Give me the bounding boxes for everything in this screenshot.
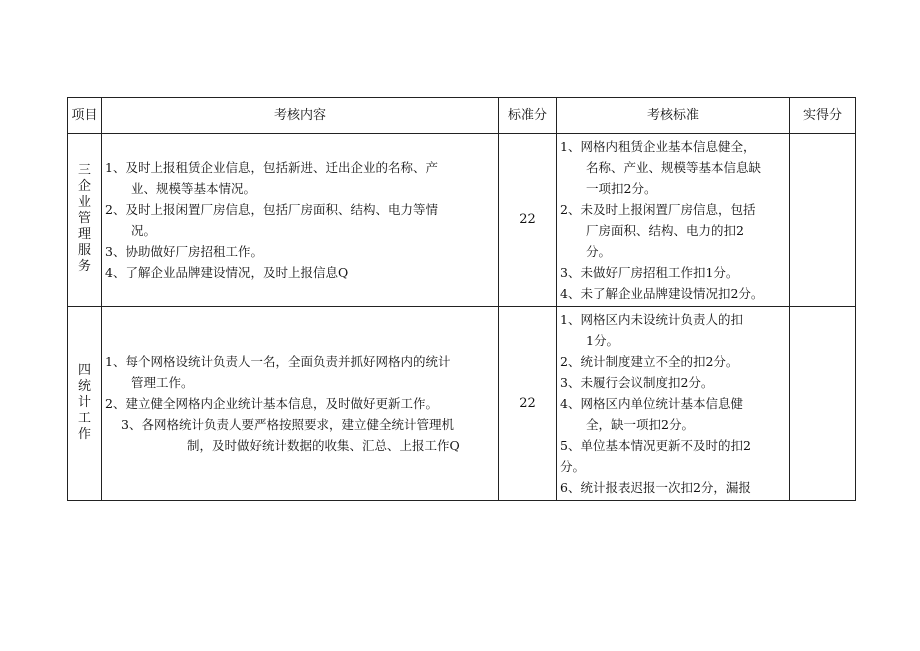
content-item-text: 1、及时上报租赁企业信息，包括新进、迁出企业的名称、产 <box>105 160 438 175</box>
criteria-item-text: 4、网格区内单位统计基本信息健 <box>560 396 743 411</box>
content-item <box>105 199 496 241</box>
content-item-text: 1、每个网格设统计负责人一名，全面负责并抓好网格内的统计 <box>105 354 451 369</box>
criteria-item <box>560 283 787 304</box>
content-item <box>105 351 496 393</box>
criteria-item-cont: 分。 <box>586 244 612 259</box>
category-label: 四统计工作 <box>77 362 91 442</box>
content-cell <box>102 134 499 307</box>
criteria-cell <box>557 307 790 501</box>
assessment-table <box>67 97 856 501</box>
score-cell: 22 <box>499 307 557 501</box>
content-item-text: 2、及时上报闲置厂房信息，包括厂房面积、结构、电力等情 <box>105 202 438 217</box>
actual-score-cell[interactable] <box>790 134 856 307</box>
criteria-item <box>560 262 787 283</box>
criteria-item <box>560 477 787 498</box>
criteria-item <box>560 372 787 393</box>
criteria-item <box>560 136 787 199</box>
criteria-item-text: 1、网格区内未设统计负责人的扣 <box>560 312 743 327</box>
criteria-item-cont: 厂房面积、结构、电力的扣2 <box>586 223 744 238</box>
criteria-item-text: 2、统计制度建立不全的扣2分。 <box>560 354 739 369</box>
criteria-item-text: 3、未履行会议制度扣2分。 <box>560 375 714 390</box>
header-actual: 实得分 <box>790 98 856 134</box>
criteria-item-text: 6、统计报表迟报一次扣2分，漏报 <box>560 480 751 495</box>
content-item <box>105 393 496 414</box>
content-item-text: 3、协助做好厂房招租工作。 <box>105 244 263 259</box>
category-label: 三企业管理服务 <box>77 163 91 274</box>
criteria-item-text: 4、未了解企业品牌建设情况扣2分。 <box>560 286 764 301</box>
criteria-item <box>560 393 787 435</box>
category-cell <box>68 307 102 501</box>
content-item <box>105 262 496 283</box>
criteria-item-cont: 全，缺一项扣2分。 <box>586 417 694 432</box>
content-item <box>105 414 496 456</box>
criteria-item-cont: 名称、产业、规模等基本信息缺 <box>586 160 762 175</box>
criteria-item <box>560 199 787 262</box>
header-criteria: 考核标准 <box>557 98 790 134</box>
criteria-item-text: 3、未做好厂房招租工作扣1分。 <box>560 265 739 280</box>
header-content: 考核内容 <box>102 98 499 134</box>
score-cell: 22 <box>499 134 557 307</box>
criteria-item-text: 5、单位基本情况更新不及时的扣2 <box>560 438 751 453</box>
table-header-row <box>68 98 856 134</box>
header-score: 标准分 <box>499 98 557 134</box>
actual-score-cell[interactable] <box>790 307 856 501</box>
criteria-item-cont: 分。 <box>560 459 586 474</box>
table-row <box>68 134 856 307</box>
criteria-item-cont: 一项扣2分。 <box>586 181 657 196</box>
content-item-cont: 业、规模等基本情况。 <box>131 181 257 196</box>
content-item-cont: 管理工作。 <box>131 375 194 390</box>
criteria-item <box>560 309 787 351</box>
content-item-cont: 制，及时做好统计数据的收集、汇总、上报工作Q <box>187 438 460 453</box>
table-row <box>68 307 856 501</box>
category-cell <box>68 134 102 307</box>
content-item-text: 4、了解企业品牌建设情况，及时上报信息Q <box>105 265 349 280</box>
content-item-text: 3、各网格统计负责人要严格按照要求，建立健全统计管理机 <box>121 417 454 432</box>
header-project: 项目 <box>68 98 102 134</box>
criteria-item-cont: 1分。 <box>586 333 619 348</box>
criteria-item <box>560 435 787 477</box>
content-item-text: 2、建立健全网格内企业统计基本信息，及时做好更新工作。 <box>105 396 438 411</box>
content-cell <box>102 307 499 501</box>
content-item <box>105 241 496 262</box>
criteria-cell <box>557 134 790 307</box>
content-item-cont: 况。 <box>131 223 157 238</box>
criteria-item-text: 1、网格内租赁企业基本信息健全， <box>560 139 756 154</box>
content-item <box>105 157 496 199</box>
criteria-item <box>560 351 787 372</box>
criteria-item-text: 2、未及时上报闲置厂房信息，包括 <box>560 202 756 217</box>
